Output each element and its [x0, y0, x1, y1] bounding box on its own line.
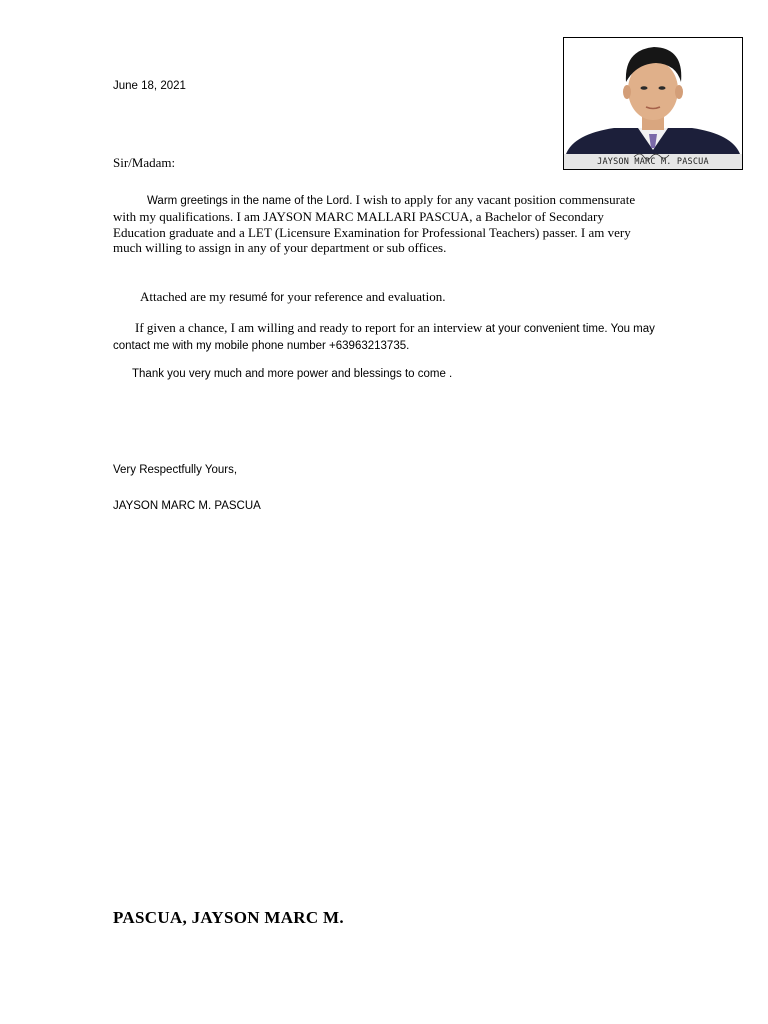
- paragraph-thanks: Thank you very much and more power and blessings to come .: [132, 368, 453, 380]
- attachment-text-a: Attached are my: [140, 289, 230, 304]
- greeting-text: Warm greetings in the name of the Lord.: [147, 195, 353, 207]
- paragraph-application: [113, 192, 643, 256]
- interview-text-a: If given a chance, I am willing and ready to report for an interview: [135, 320, 486, 335]
- interview-text-b: at your convenient time. You may contact me with my mobile phone number +63963213735.: [113, 323, 655, 352]
- footer-name: PASCUA, JAYSON MARC M.: [113, 908, 344, 927]
- paragraph-attachment: [140, 288, 445, 306]
- closing: Very Respectfully Yours,: [113, 464, 238, 476]
- photo-caption: JAYSON MARC M. PASCUA: [597, 157, 709, 167]
- application-text: I wish to apply for any vacant position commensurate with my qualifications. I am JAYSON MARC MALLARI PASCUA, a Bachelor of Secondary Education graduate and a LET (Licensure Examination for Professional Teachers) passer. I am very much willing to assign in any of your department or sub offices.: [113, 192, 636, 256]
- attachment-text-c: your reference and evaluation.: [284, 289, 446, 304]
- portrait-image: [564, 38, 742, 169]
- letter-date: June 18, 2021: [113, 80, 186, 92]
- signature-name: JAYSON MARC M. PASCUA: [113, 500, 261, 512]
- attachment-text-b: resumé for: [229, 292, 285, 304]
- salutation: Sir/Madam:: [113, 155, 176, 170]
- paragraph-interview: [113, 320, 673, 354]
- applicant-photo: [563, 37, 743, 170]
